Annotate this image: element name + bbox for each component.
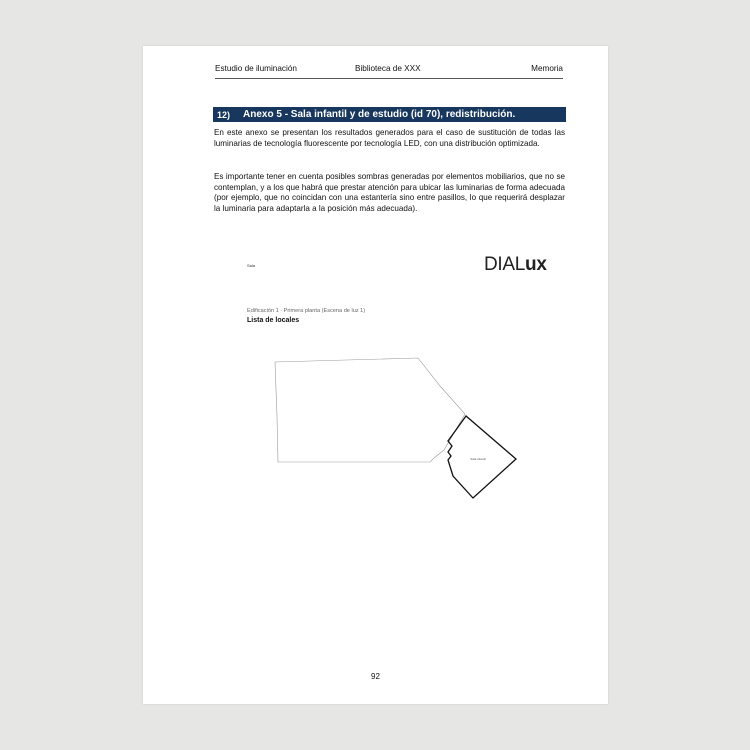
dialux-small-label: Sala <box>247 263 256 268</box>
room-label: Sala infantil <box>470 457 486 461</box>
dialux-logo-bold: ux <box>525 254 547 275</box>
plan-subtitle: Edificación 1 · Primera planta (Escena de luz 1) <box>247 308 366 314</box>
header-center-text: Biblioteca de XXX <box>355 64 421 73</box>
page-number: 92 <box>371 672 380 681</box>
section-number: 12) <box>217 109 231 120</box>
running-header <box>215 62 563 79</box>
floor-outline <box>275 358 465 462</box>
paragraph-shadows: Es importante tener en cuenta posibles sombras generadas por elementos mobiliarios, que no se contemplan, y a los que habrá que prestar atención para ubicar las luminarias de forma adecuada (por ejemplo, que no coincidan con una estantería sino entre pasillos, lo que requerirá desplazar la luminaria para adaptarla a la posición más adecuada). <box>214 172 565 213</box>
dialux-logo <box>484 254 547 276</box>
document-page <box>143 46 608 704</box>
plan-title: Lista de locales <box>247 317 300 324</box>
paragraph-intro: En este anexo se presentan los resultados generados para el caso de sustitución de todas las luminarias de tecnología fluorescente por tecnología LED, con una distribución optimizada. <box>214 128 565 148</box>
dialux-logo-light: DIAL <box>484 254 526 275</box>
floor-plan <box>268 356 518 506</box>
header-left-text: Estudio de iluminación <box>215 64 297 73</box>
header-right-text: Memoria <box>531 64 563 73</box>
section-title: Anexo 5 - Sala infantil y de estudio (id 70), redistribución. <box>243 109 516 120</box>
section-heading <box>213 107 566 122</box>
